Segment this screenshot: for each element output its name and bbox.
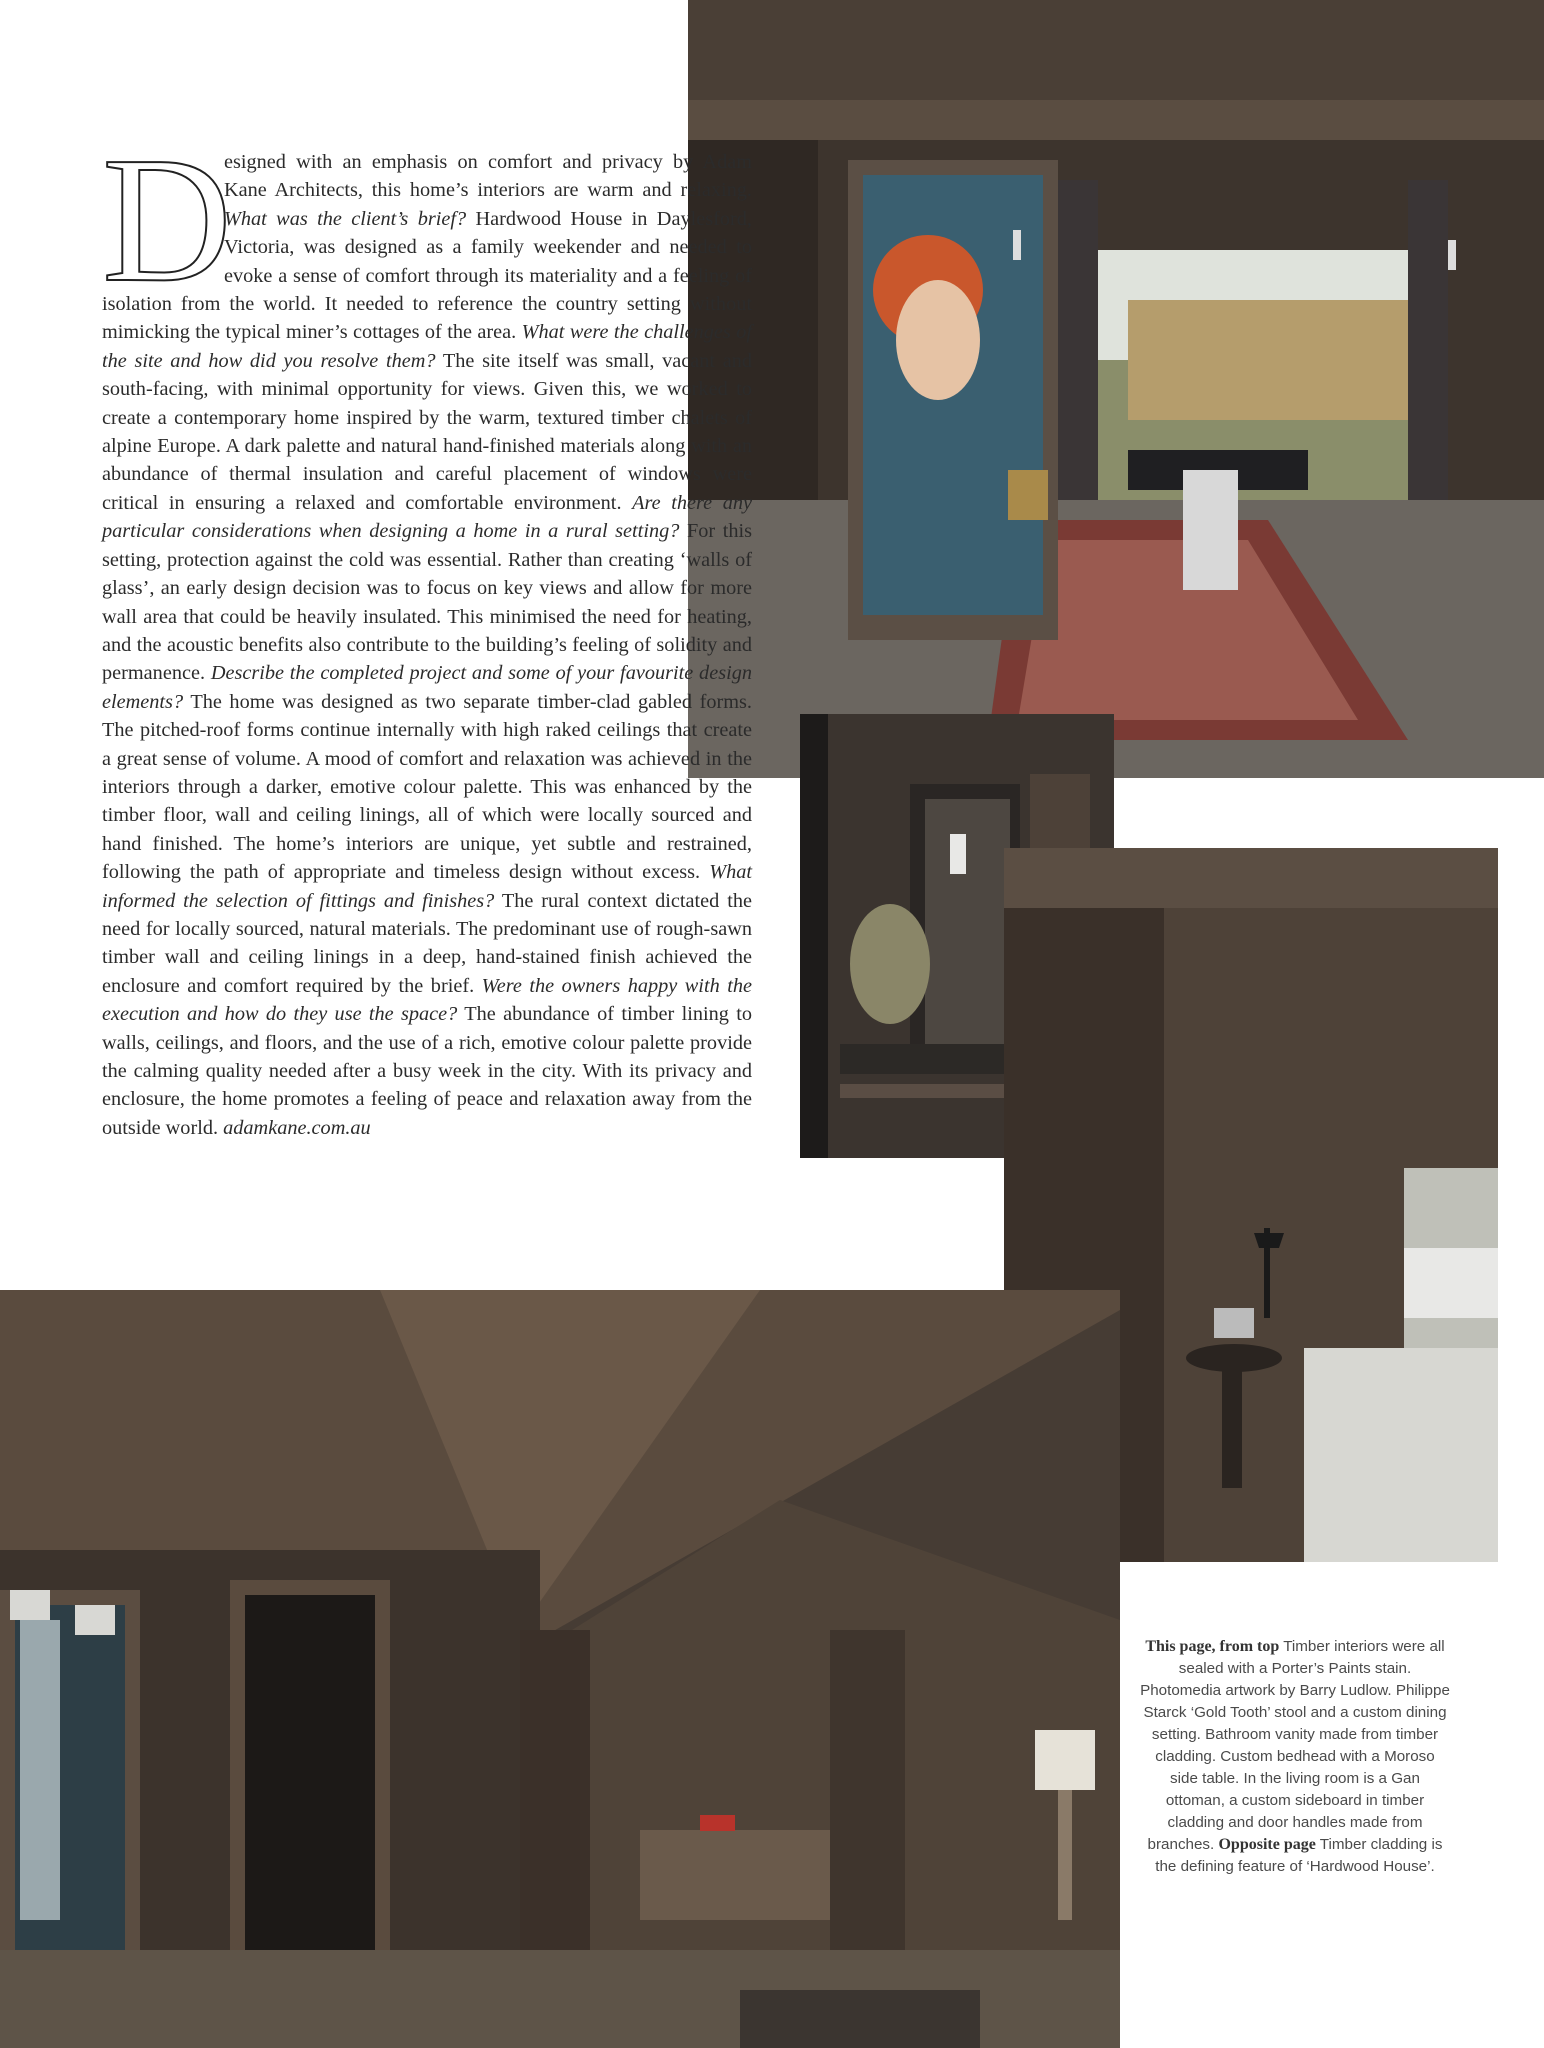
answer-2: The site itself was small, vacant and south-facing, with minimal opportunity for views. Given this, we worked to create a contemporary home inspired by the warm, textured timber chalets of alpine Europe. A dark palette and natural hand-finished materials along with an abundance of thermal insulation and careful placement of windows were critical in ensuring a relaxed and comfortable environment. xyxy=(102,349,752,514)
architect-website-link[interactable]: adamkane.com.au xyxy=(223,1116,371,1139)
photo-dining-room xyxy=(688,0,1544,778)
article-intro: esigned with an emphasis on comfort and privacy by Adam Kane Architects, this home’s interiors are warm and relaxing. xyxy=(224,151,752,202)
answer-6: The abundance of timber lining to walls, ceilings, and floors, and the use of a rich, emotive colour palette provide the calming quality needed after a busy week in the city. With its privacy and enclosure, the home promotes a feeling of peace and relaxation away from the outside world. xyxy=(102,1003,752,1139)
answer-4: The home was designed as two separate timber-clad gabled forms. The pitched-roof forms continue internally with high raked ceilings that create a great sense of volume. A mood of comfort and relaxation was achieved in the interiors through a darker, emotive colour palette. This was enhanced by the timber floor, wall and ceiling linings, all of which were locally sourced and hand finished. The home’s interiors are unique, yet subtle and restrained, following the path of appropriate and timeless design without excess. xyxy=(102,690,752,884)
question-1: What was the client’s brief? xyxy=(224,207,467,230)
article-body xyxy=(102,120,753,1142)
photo-caption xyxy=(1140,1636,1450,1878)
caption-label-this-page: This page, from top xyxy=(1145,1638,1280,1655)
question-5: What informed the selection of fittings and finishes? xyxy=(102,861,752,912)
caption-label-opposite-page: Opposite page xyxy=(1218,1836,1316,1853)
answer-5: The rural context dictated the need for locally sourced, natural materials. The predominant use of rough-sawn timber wall and ceiling linings in a deep, hand-stained finish achieved the enclosure and comfort required by the brief. xyxy=(102,889,752,997)
question-3: Are there any particular considerations when designing a home in a rural setting? xyxy=(102,491,753,543)
caption-text-this-page: Timber interiors were all sealed with a Porter’s Paints stain. Photomedia artwork by Barry Ludlow. Philippe Starck ‘Gold Tooth’ stool and a custom dining setting. Bathroom vanity made from timber cladding. Custom bedhead with a Moroso side table. In the living room is a Gan ottoman, a custom sideboard in timber cladding and door handles made from branches. xyxy=(1140,1638,1450,1853)
question-2: What were the challenges of the site and how did you resolve them? xyxy=(102,321,753,372)
question-4: Describe the completed project and some of your favourite design elements? xyxy=(102,662,753,713)
drop-cap: D xyxy=(102,120,232,319)
caption-text-opposite-page: Timber cladding is the defining feature of ‘Hardwood House’. xyxy=(1155,1836,1443,1875)
question-6: Were the owners happy with the execution and how do they use the space? xyxy=(102,974,752,1026)
answer-1: Hardwood House in Daylesford, Victoria, was designed as a family weekender and needed to evoke a sense of comfort through its materiality and a feeling of isolation from the world. It needed to reference the country setting without mimicking the typical miner’s cottages of the area. xyxy=(102,207,752,344)
photo-living-room xyxy=(0,1290,1120,2048)
answer-3: For this setting, protection against the cold was essential. Rather than creating ‘walls of glass’, an early design decision was to focus on key views and allow for more wall area that could be heavily insulated. This minimised the need for heating, and the acoustic benefits also contribute to the building’s feeling of solidity and permanence. xyxy=(102,520,753,685)
